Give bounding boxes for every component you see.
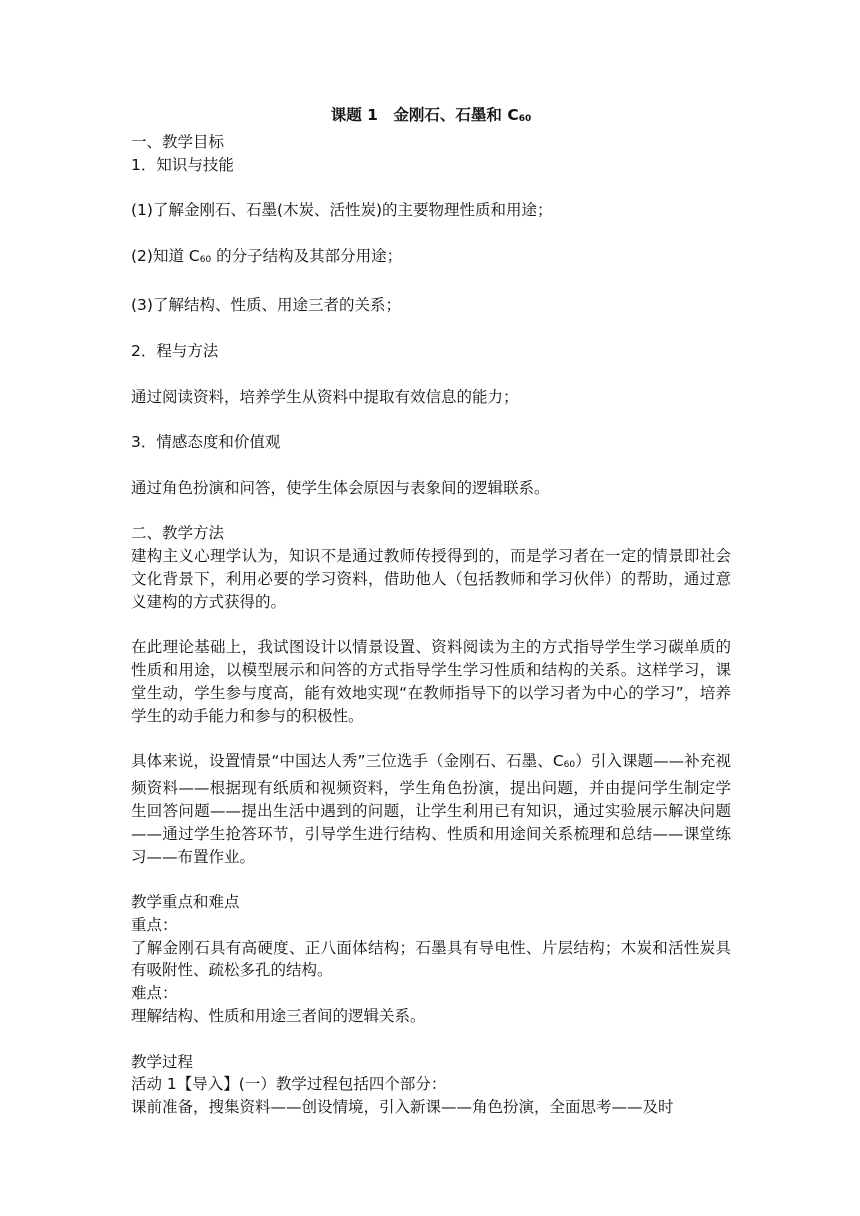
- attitude-values-text: 通过角色扮演和问答，使学生体会原因与表象间的逻辑联系。: [131, 478, 550, 497]
- key-point-label: 重点：: [131, 915, 178, 934]
- methods-paragraph-1: 建构主义心理学认为，知识不是通过教师传授得到的，而是学习者在一定的情景即社会文化背景下，利用必要的学习资料，借助他人（包括教师和学习伙伴）的帮助，通过意义建构的方式获得的。: [131, 547, 731, 611]
- section-heading-key-points: 教学重点和难点: [131, 893, 240, 912]
- activity-1-text: 课前准备，搜集资料——创设情境，引入新课——角色扮演，全面思考——及时: [131, 1098, 674, 1117]
- section-heading-process: 教学过程: [131, 1052, 194, 1071]
- document-title: 课题 1 金刚石、石墨和 $C_{60}$: [330, 106, 532, 124]
- activity-1-heading: 活动 1【导入】(一）教学过程包括四个部分：: [131, 1075, 447, 1094]
- methods-paragraph-2: 在此理论基础上，我试图设计以情景设置、资料阅读为主的方式指导学生学习碳单质的性质和用途，以模型展示和问答的方式指导学生学习性质和结构的关系。这样学习，课堂生动，学生参与度高，能有效地实现“在教师指导下的以学习者为中心的学习”，培养学生的动手能力和参与的积极性。: [131, 638, 731, 725]
- subheading-attitude-values: 3．情感态度和价值观: [131, 433, 281, 452]
- difficulty-label: 难点：: [131, 984, 178, 1003]
- objective-item-2: (2)知道 $C_{60}$ 的分子结构及其部分用途；: [131, 246, 403, 265]
- process-method-text: 通过阅读资料，培养学生从资料中提取有效信息的能力；: [131, 387, 519, 406]
- subheading-knowledge-skills: 1．知识与技能: [131, 155, 234, 174]
- objective-item-3: (3)了解结构、性质、用途三者的关系；: [131, 296, 401, 315]
- methods-paragraph-3: 具体来说，设置情景“中国达人秀”三位选手（金刚石、石墨、$C_{60}$）引入课题——补充视频资料——根据现有纸质和视频资料，学生角色扮演，提出问题，并由提问学生制定学生回答问题——提出生活中遇到的问题，让学生利用已有知识，通过实验展示解决问题——通过学生抢答环节，引导学生进行结构、性质和用途间关系梳理和总结——课堂练习——布置作业。: [131, 752, 731, 866]
- section-heading-objectives: 一、教学目标: [131, 132, 225, 151]
- section-heading-methods: 二、教学方法: [131, 524, 225, 543]
- key-point-text: 了解金刚石具有高硬度、正八面体结构；石墨具有导电性、片层结构；木炭和活性炭具有吸附性、疏松多孔的结构。: [131, 938, 731, 980]
- document-page: [131, 104, 731, 1119]
- difficulty-text: 理解结构、性质和用途三者间的逻辑关系。: [131, 1007, 426, 1026]
- subheading-process-method: 2．程与方法: [131, 341, 219, 360]
- objective-item-1: (1)了解金刚石、石墨(木炭、活性炭)的主要物理性质和用途；: [131, 201, 553, 220]
